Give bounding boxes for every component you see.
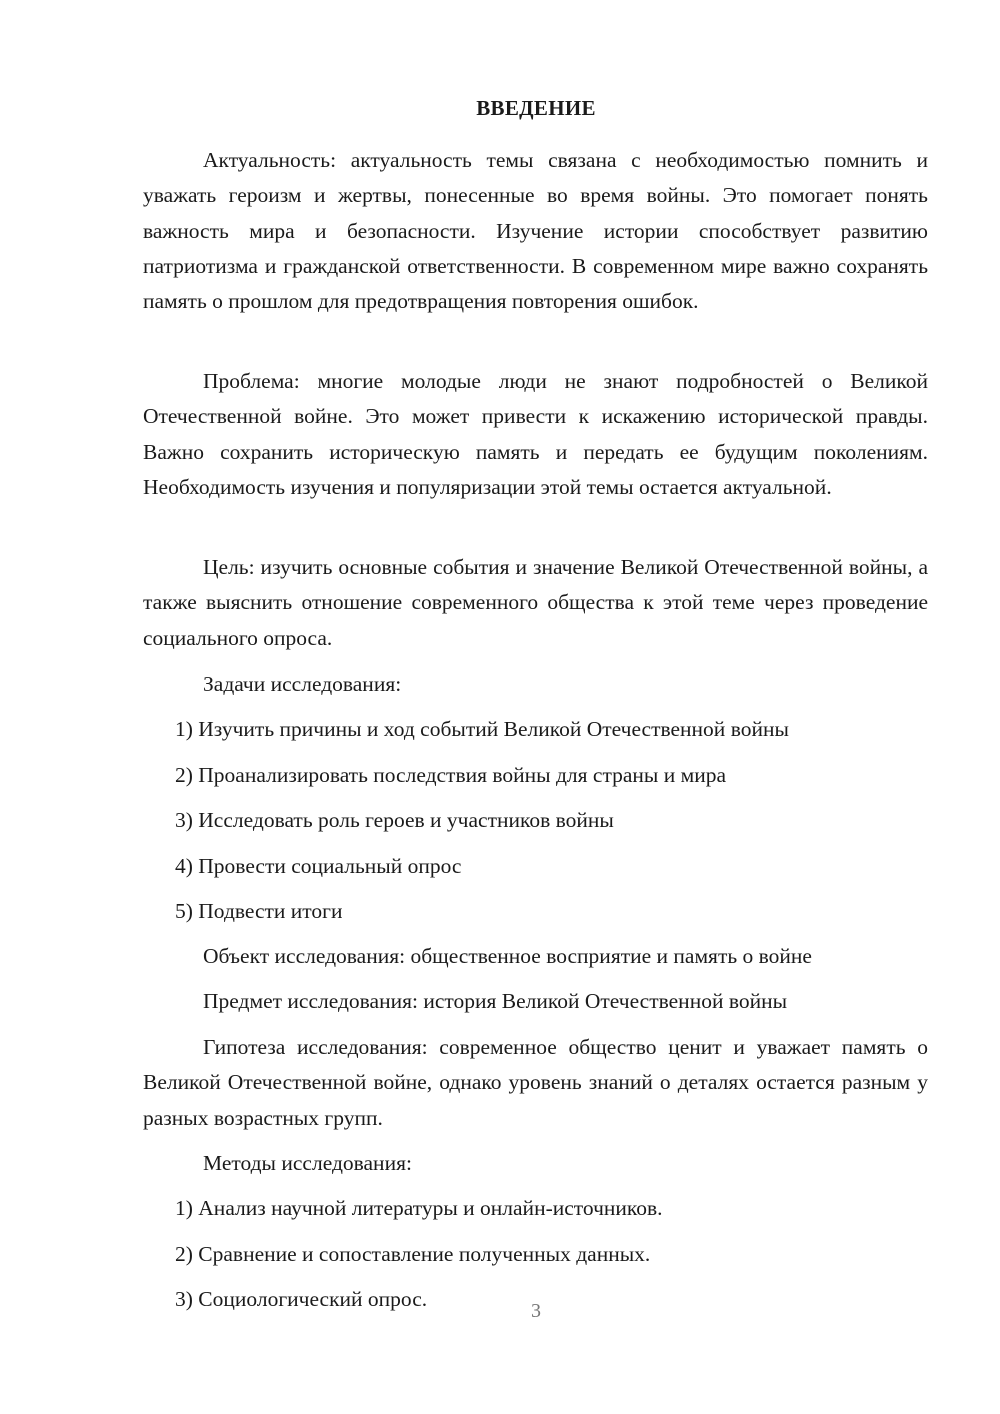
list-item: 3) Социологический опрос. bbox=[175, 1287, 428, 1311]
hypothesis-text: Гипотеза исследования: современное общество ценит и уважает память о Великой Отечественной войне, однако уровень знаний о деталях остается разным у разных возрастных групп. bbox=[143, 1035, 928, 1130]
goal-paragraph bbox=[143, 550, 928, 656]
list-item: 4) Провести социальный опрос bbox=[175, 853, 462, 878]
problem-paragraph bbox=[143, 364, 928, 505]
goal-text: Цель: изучить основные события и значение Великой Отечественной войны, а также выяснить отношение современного общества к этой теме через проведение социального опроса. bbox=[143, 555, 928, 650]
list-item: 1) Анализ научной литературы и онлайн-источников. bbox=[175, 1196, 663, 1220]
relevance-text: Актуальность: актуальность темы связана с необходимостью помнить и уважать героизм и жертвы, понесенные во время войны. Это помогает понять важность мира и безопасности. Изучение истории способствует развитию патриотизма и гражданской ответственности. В современном мире важно сохранять память о прошлом для предотвращения повторения ошибок. bbox=[143, 148, 928, 314]
tasks-heading: Задачи исследования: bbox=[203, 672, 402, 696]
page-title: ВВЕДЕНИЕ bbox=[476, 96, 596, 120]
methods-heading-block bbox=[143, 1146, 928, 1181]
list-item: 1) Изучить причины и ход событий Великой Отечественной войны bbox=[175, 717, 789, 741]
list-item: 5) Подвести итоги bbox=[175, 899, 343, 923]
hypothesis-paragraph bbox=[143, 1030, 928, 1136]
tasks-heading-block bbox=[143, 667, 928, 702]
list-item: 2) Проанализировать последствия войны для страны и мира bbox=[175, 762, 727, 787]
relevance-paragraph bbox=[143, 143, 928, 319]
subject-block bbox=[143, 984, 928, 1019]
methods-heading: Методы исследования: bbox=[203, 1151, 412, 1175]
list-item: 2) Сравнение и сопоставление полученных данных. bbox=[175, 1241, 651, 1266]
page-number: 3 bbox=[531, 1300, 541, 1322]
list-item: 3) Исследовать роль героев и участников войны bbox=[175, 808, 614, 832]
tasks-list bbox=[143, 712, 928, 940]
research-object: Объект исследования: общественное восприятие и память о войне bbox=[203, 944, 812, 968]
object-block bbox=[143, 939, 928, 974]
problem-text: Проблема: многие молодые люди не знают подробностей о Великой Отечественной войне. Это может привести к искажению исторической правды. Важно сохранить историческую память и передать ее будущим поколениям. Необходимость изучения и популяризации этой темы остается актуальной. bbox=[143, 369, 928, 499]
research-subject: Предмет исследования: история Великой Отечественной войны bbox=[203, 989, 788, 1013]
